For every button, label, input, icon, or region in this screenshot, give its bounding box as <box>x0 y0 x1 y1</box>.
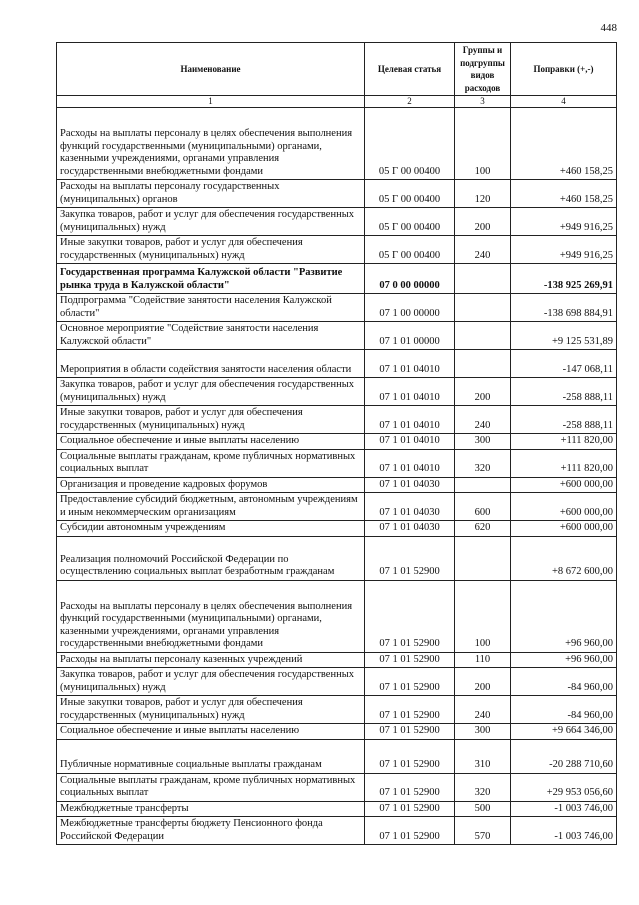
row-amount: +96 960,00 <box>511 580 617 652</box>
row-amount: +96 960,00 <box>511 652 617 668</box>
row-name: Расходы на выплаты персоналу в целях обеспечения выполнения функций государственными (муниципальными) органами, казенными учреждениями, органами управления государственными внебюджетными фондами <box>57 580 365 652</box>
row-target-code: 05 Г 00 00400 <box>365 208 455 236</box>
row-target-code: 07 1 01 04030 <box>365 477 455 493</box>
row-amount: +460 158,25 <box>511 180 617 208</box>
row-group-code: 100 <box>455 580 511 652</box>
row-target-code: 07 1 01 52900 <box>365 817 455 845</box>
row-name: Основное мероприятие "Содействие занятости населения Калужской области" <box>57 322 365 350</box>
table-row <box>57 801 617 817</box>
row-target-code: 07 1 01 00000 <box>365 322 455 350</box>
row-group-code: 100 <box>455 108 511 180</box>
row-group-code: 310 <box>455 739 511 773</box>
row-name: Расходы на выплаты персоналу казенных учреждений <box>57 652 365 668</box>
row-amount: +9 664 346,00 <box>511 724 617 740</box>
row-amount: -138 925 269,91 <box>511 264 617 294</box>
row-amount: +600 000,00 <box>511 493 617 521</box>
row-name: Публичные нормативные социальные выплаты гражданам <box>57 739 365 773</box>
row-target-code: 07 1 01 04030 <box>365 493 455 521</box>
row-group-code: 320 <box>455 773 511 801</box>
row-name: Государственная программа Калужской области "Развитие рынка труда в Калужской области" <box>57 264 365 294</box>
row-group-code: 620 <box>455 521 511 537</box>
row-name: Закупка товаров, работ и услуг для обеспечения государственных (муниципальных) нужд <box>57 668 365 696</box>
row-amount: -84 960,00 <box>511 696 617 724</box>
column-number-row <box>57 96 617 108</box>
row-name: Предоставление субсидий бюджетным, автономным учреждениям и иным некоммерческим организациям <box>57 493 365 521</box>
row-target-code: 07 1 01 52900 <box>365 652 455 668</box>
row-target-code: 07 1 01 04010 <box>365 406 455 434</box>
row-target-code: 07 1 01 04010 <box>365 378 455 406</box>
table-row <box>57 350 617 378</box>
row-amount: +460 158,25 <box>511 108 617 180</box>
row-amount: -20 288 710,60 <box>511 739 617 773</box>
row-amount: +9 125 531,89 <box>511 322 617 350</box>
row-target-code: 07 1 00 00000 <box>365 294 455 322</box>
row-amount: -258 888,11 <box>511 406 617 434</box>
row-amount: +600 000,00 <box>511 521 617 537</box>
table-row <box>57 536 617 580</box>
row-target-code: 07 1 01 52900 <box>365 773 455 801</box>
table-row <box>57 696 617 724</box>
budget-table <box>56 42 617 845</box>
row-amount: +949 916,25 <box>511 236 617 264</box>
header-row <box>57 43 617 96</box>
column-number: 4 <box>511 96 617 108</box>
row-amount: +111 820,00 <box>511 434 617 450</box>
row-group-code <box>455 264 511 294</box>
row-name: Подпрограмма "Содействие занятости населения Калужской области" <box>57 294 365 322</box>
row-amount: -147 068,11 <box>511 350 617 378</box>
row-target-code: 07 1 01 52900 <box>365 668 455 696</box>
row-amount: -258 888,11 <box>511 378 617 406</box>
row-target-code: 07 0 00 00000 <box>365 264 455 294</box>
table-row <box>57 236 617 264</box>
table-row <box>57 652 617 668</box>
row-name: Социальные выплаты гражданам, кроме публичных нормативных социальных выплат <box>57 773 365 801</box>
column-number: 2 <box>365 96 455 108</box>
row-group-code <box>455 477 511 493</box>
row-target-code: 05 Г 00 00400 <box>365 108 455 180</box>
row-amount: -84 960,00 <box>511 668 617 696</box>
row-target-code: 05 Г 00 00400 <box>365 236 455 264</box>
row-group-code <box>455 536 511 580</box>
row-group-code: 600 <box>455 493 511 521</box>
row-group-code <box>455 350 511 378</box>
row-amount: -1 003 746,00 <box>511 817 617 845</box>
row-name: Социальные выплаты гражданам, кроме публичных нормативных социальных выплат <box>57 449 365 477</box>
table-row <box>57 668 617 696</box>
row-name: Закупка товаров, работ и услуг для обеспечения государственных (муниципальных) нужд <box>57 208 365 236</box>
row-group-code: 300 <box>455 724 511 740</box>
row-amount: +8 672 600,00 <box>511 536 617 580</box>
table-row <box>57 434 617 450</box>
row-target-code: 07 1 01 04030 <box>365 521 455 537</box>
row-target-code: 07 1 01 04010 <box>365 434 455 450</box>
table-row <box>57 449 617 477</box>
column-number: 1 <box>57 96 365 108</box>
row-group-code: 570 <box>455 817 511 845</box>
header-groups: Группы и подгруппы видов расходов <box>455 43 511 96</box>
row-name: Иные закупки товаров, работ и услуг для обеспечения государственных (муниципальных) нужд <box>57 696 365 724</box>
row-name: Мероприятия в области содействия занятости населения области <box>57 350 365 378</box>
row-target-code: 07 1 01 52900 <box>365 536 455 580</box>
row-name: Закупка товаров, работ и услуг для обеспечения государственных (муниципальных) нужд <box>57 378 365 406</box>
row-name: Иные закупки товаров, работ и услуг для обеспечения государственных (муниципальных) нужд <box>57 406 365 434</box>
row-group-code: 240 <box>455 696 511 724</box>
table-row <box>57 294 617 322</box>
table-row <box>57 773 617 801</box>
row-amount: -1 003 746,00 <box>511 801 617 817</box>
row-name: Иные закупки товаров, работ и услуг для обеспечения государственных (муниципальных) нужд <box>57 236 365 264</box>
row-group-code: 200 <box>455 208 511 236</box>
header-amendments: Поправки (+,-) <box>511 43 617 96</box>
row-group-code: 500 <box>455 801 511 817</box>
table-body <box>57 108 617 845</box>
column-number: 3 <box>455 96 511 108</box>
table-row <box>57 493 617 521</box>
row-amount: +111 820,00 <box>511 449 617 477</box>
table-row <box>57 817 617 845</box>
row-amount: +949 916,25 <box>511 208 617 236</box>
table-row <box>57 406 617 434</box>
row-name: Межбюджетные трансферты бюджету Пенсионного фонда Российской Федерации <box>57 817 365 845</box>
row-target-code: 07 1 01 04010 <box>365 449 455 477</box>
row-group-code: 200 <box>455 378 511 406</box>
row-group-code: 200 <box>455 668 511 696</box>
row-amount: +29 953 056,60 <box>511 773 617 801</box>
row-name: Межбюджетные трансферты <box>57 801 365 817</box>
row-name: Расходы на выплаты персоналу в целях обеспечения выполнения функций государственными (муниципальными) органами, казенными учреждениями, органами управления государственными внебюджетными фондами <box>57 108 365 180</box>
row-name: Организация и проведение кадровых форумов <box>57 477 365 493</box>
row-group-code: 110 <box>455 652 511 668</box>
row-group-code: 320 <box>455 449 511 477</box>
table-row <box>57 521 617 537</box>
row-group-code: 240 <box>455 406 511 434</box>
table-row <box>57 108 617 180</box>
table-row <box>57 477 617 493</box>
row-amount: -138 698 884,91 <box>511 294 617 322</box>
row-name: Социальное обеспечение и иные выплаты населению <box>57 724 365 740</box>
row-amount: +600 000,00 <box>511 477 617 493</box>
row-target-code: 07 1 01 52900 <box>365 696 455 724</box>
row-target-code: 07 1 01 52900 <box>365 724 455 740</box>
row-target-code: 07 1 01 52900 <box>365 739 455 773</box>
header-name: Наименование <box>57 43 365 96</box>
header-target: Целевая статья <box>365 43 455 96</box>
row-group-code: 300 <box>455 434 511 450</box>
row-group-code <box>455 294 511 322</box>
page-number: 448 <box>600 22 617 34</box>
row-target-code: 05 Г 00 00400 <box>365 180 455 208</box>
table-row <box>57 739 617 773</box>
row-group-code: 240 <box>455 236 511 264</box>
table-row <box>57 264 617 294</box>
table-row <box>57 180 617 208</box>
row-name: Субсидии автономным учреждениям <box>57 521 365 537</box>
row-target-code: 07 1 01 52900 <box>365 580 455 652</box>
row-group-code: 120 <box>455 180 511 208</box>
row-target-code: 07 1 01 52900 <box>365 801 455 817</box>
table-row <box>57 322 617 350</box>
table-row <box>57 378 617 406</box>
row-name: Реализация полномочий Российской Федерации по осуществлению социальных выплат безработным гражданам <box>57 536 365 580</box>
table-row <box>57 724 617 740</box>
table-row <box>57 208 617 236</box>
table-row <box>57 580 617 652</box>
row-group-code <box>455 322 511 350</box>
row-name: Расходы на выплаты персоналу государственных (муниципальных) органов <box>57 180 365 208</box>
row-target-code: 07 1 01 04010 <box>365 350 455 378</box>
row-name: Социальное обеспечение и иные выплаты населению <box>57 434 365 450</box>
